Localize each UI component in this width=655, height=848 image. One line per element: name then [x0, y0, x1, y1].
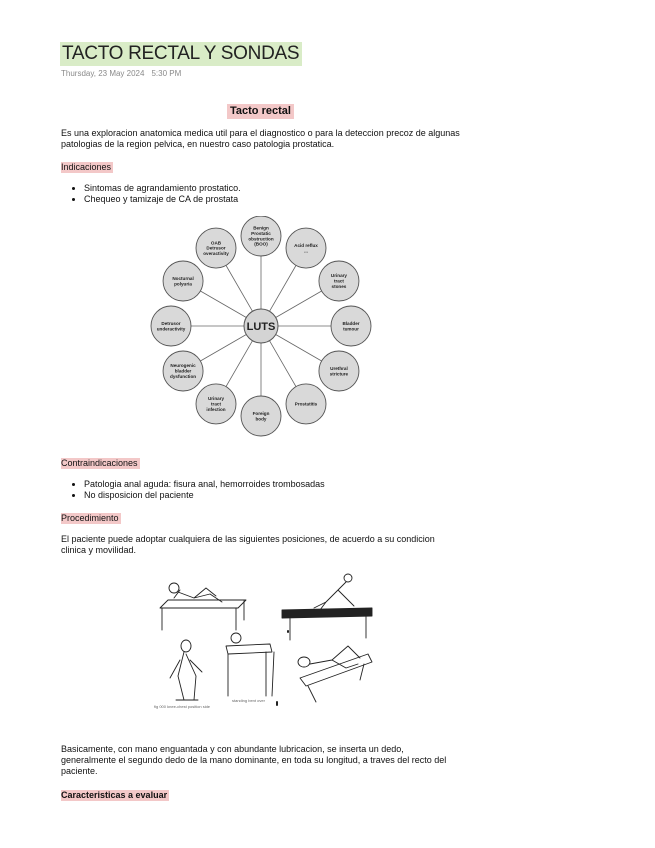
luts-spoke	[276, 335, 322, 362]
caracteristicas-label: Caracteristicas a evaluar	[61, 790, 168, 800]
luts-node-label: OAB Detrusor overactivity	[203, 240, 229, 257]
note-time: 5:30 PM	[151, 69, 182, 78]
patient-positions-illustration	[150, 568, 380, 714]
luts-node-label: Detrusor underactivity	[156, 320, 186, 332]
luts-node-label: Bladder tumour	[342, 320, 360, 332]
luts-node-label: Benign Prostatic obstruction (BOO)	[248, 225, 274, 247]
note-timestamp	[61, 69, 181, 78]
page-title: TACTO RECTAL Y SONDAS	[60, 42, 302, 66]
indicaciones-list	[72, 183, 241, 205]
luts-spoke	[226, 341, 253, 387]
luts-center-label: LUTS	[246, 321, 276, 333]
standing-bent-over-figure	[226, 633, 274, 696]
procedimiento-label: Procedimiento	[61, 513, 119, 523]
list-item: • No disposicion del paciente	[84, 490, 325, 501]
standing-figure	[170, 640, 202, 700]
luts-spoke	[276, 291, 322, 318]
positions-caption-left: fig 000 knee-chest position side	[154, 704, 211, 709]
luts-spoke	[200, 335, 246, 362]
list-item: • Patologia anal aguda: fisura anal, hemorroides trombosadas	[84, 479, 325, 490]
luts-node-label: Urinary tract infection	[206, 396, 226, 412]
luts-spoke	[226, 265, 253, 311]
luts-node-label: Urethral stricture	[329, 365, 349, 377]
list-item: • Sintomas de agrandamiento prostatico.	[84, 183, 241, 194]
lateral-position-figure	[298, 646, 372, 702]
luts-spoke	[270, 265, 297, 311]
luts-node-label: Urinary tract stones	[330, 273, 347, 289]
contraindicaciones-list	[72, 479, 325, 501]
luts-node-label: Prostatitis	[294, 401, 318, 407]
intro-paragraph: Es una exploracion anatomica medica util para el diagnostico o para la deteccion precoz de algunas patologias de la region pelvica, en nuestro caso patologia prostatica.	[61, 128, 460, 149]
bent-over-table-figure	[282, 574, 372, 640]
luts-diagram	[138, 216, 388, 438]
note-date: Thursday, 23 May 2024	[61, 69, 145, 78]
luts-node-label: Acid reflux ...	[294, 242, 318, 254]
luts-spoke	[200, 291, 246, 318]
section-heading-tacto-rectal: Tacto rectal	[227, 104, 294, 119]
contraindicaciones-label: Contraindicaciones	[61, 458, 138, 468]
luts-node-label: Nocturnal polyuria	[172, 275, 194, 287]
luts-node-label: Neurogenic bladder dysfunction	[170, 363, 197, 379]
luts-node-label: Foreign body	[252, 410, 270, 422]
procedimiento-paragraph: El paciente puede adoptar cualquiera de las siguientes posiciones, de acuerdo a su condicion clinica y movilidad.	[61, 534, 435, 555]
list-item: • Chequeo y tamizaje de CA de prostata	[84, 194, 241, 205]
lithotomy-position-figure	[160, 583, 246, 630]
luts-spoke	[270, 341, 297, 387]
positions-caption-mid: standing bent over	[232, 698, 265, 703]
indicaciones-label: Indicaciones	[61, 162, 112, 172]
tecnica-paragraph: Basicamente, con mano enguantada y con abundante lubricacion, se inserta un dedo, generalmente el segundo dedo de la mano dominante, en toda su longitud, a traves del recto del paciente.	[61, 744, 447, 776]
